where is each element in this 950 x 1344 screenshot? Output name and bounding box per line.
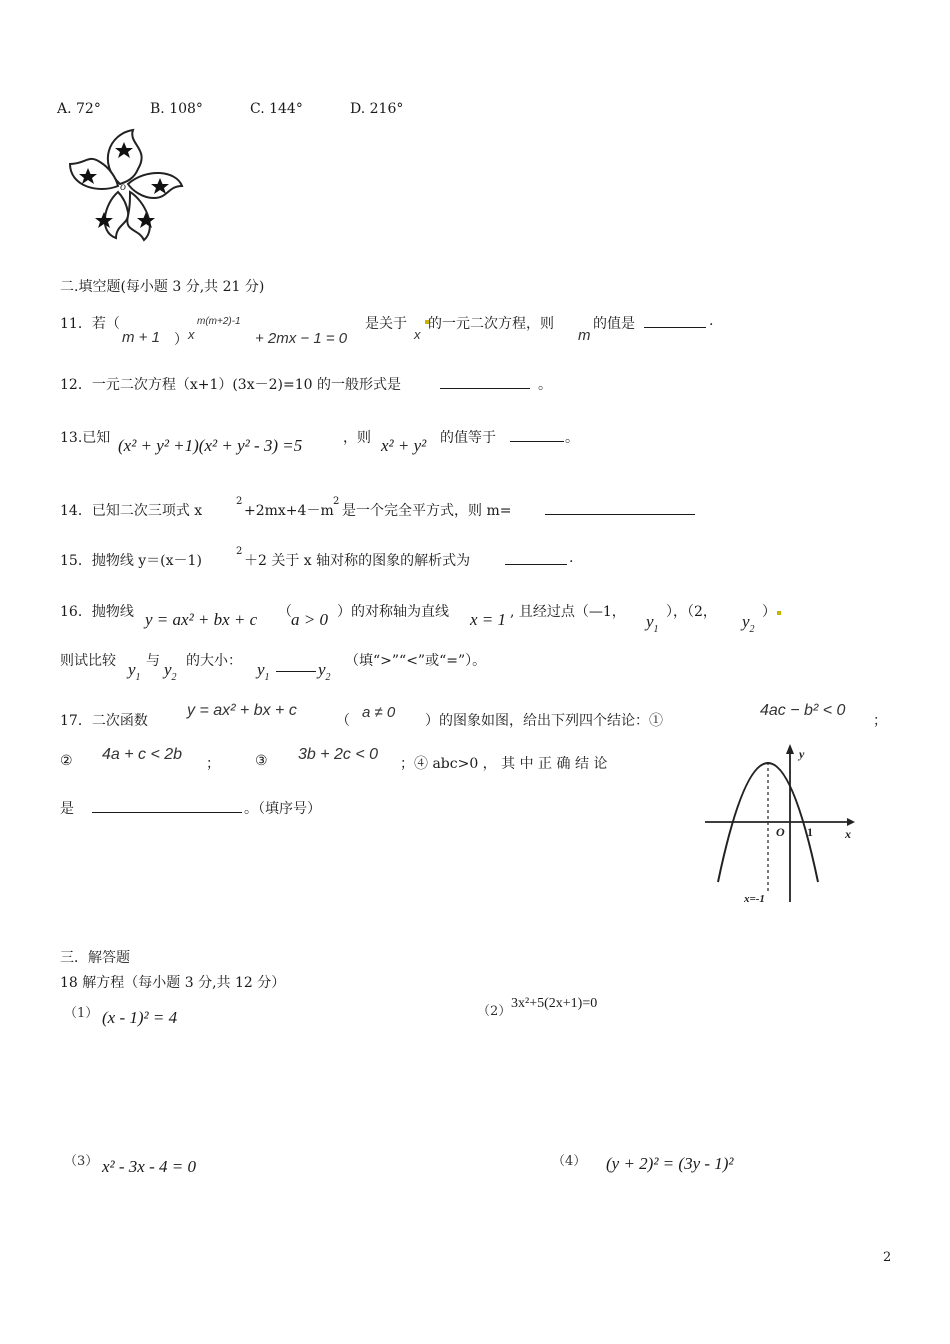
q14-sup-2: 2: [333, 496, 340, 507]
q17-num-4: ；④ abc>0 ， 其 中 正 确 结 论: [400, 756, 608, 772]
q11-about: 是关于: [365, 316, 407, 332]
flower-figure: [58, 124, 198, 248]
q16-close: ）: [762, 604, 776, 620]
q14-text-b: +2mx+4－m: [244, 503, 334, 519]
graph-y-label: y: [799, 747, 805, 761]
q16-line2-prefix: 则试比较: [60, 653, 116, 669]
q17-conclusion-1: 4ac − b² < 0: [760, 702, 846, 719]
q18-part-2: （2）: [477, 1004, 512, 1019]
q17-fill-hint: 。（填序号）: [244, 801, 321, 817]
option-b: B. 108°: [150, 101, 203, 117]
q12-end: 。: [538, 377, 552, 393]
q17-conclusion-2: 4a + c < 2b: [102, 746, 183, 763]
q17-prefix: 17．二次函数: [60, 713, 148, 729]
q12-text: 12．一元二次方程（x+1）(3x－2)=10 的一般形式是: [60, 377, 401, 393]
q13-equation: (x² + y² +1)(x² + y² - 3) =5: [118, 436, 303, 455]
q12-answer-blank[interactable]: [440, 374, 530, 389]
q14-text-c: 是一个完全平方式，则 m=: [342, 503, 512, 519]
q18-part-4: （4）: [552, 1154, 587, 1169]
q13-prefix: 13.已知: [60, 430, 111, 446]
q11-prefix: 11．若（: [60, 316, 120, 332]
q17-answer-blank[interactable]: [92, 798, 242, 813]
q13-end: 的值等于: [440, 430, 496, 446]
q17-num-2: ②: [60, 753, 73, 769]
q11-x: x: [188, 327, 195, 342]
q18-part-1: （1）: [64, 1006, 99, 1021]
q13-period: 。: [565, 430, 579, 446]
q16-compare-y1: $y_1$: [128, 660, 141, 683]
q14-answer-blank[interactable]: [545, 500, 695, 515]
q16-compare-y2: $y_2$: [164, 660, 177, 683]
q16-equation: y = ax² + bx + c: [145, 610, 258, 629]
q18-equation-2: 3x²+5(2x+1)=0: [511, 996, 598, 1011]
q16-answer-blank[interactable]: [276, 657, 316, 672]
accent-dot: [777, 611, 781, 615]
q17-conclusion-3: 3b + 2c < 0: [298, 746, 379, 763]
graph-axis-label: x=-1: [744, 893, 765, 904]
q13-expression: x² + y²: [381, 436, 427, 455]
q14-text-a: 14．已知二次三项式 x: [60, 503, 203, 519]
option-a: A. 72°: [57, 101, 101, 117]
q17-equation: y = ax² + bx + c: [187, 702, 297, 719]
q17-lparen: （: [336, 713, 350, 729]
q18-equation-3: x² - 3x - 4 = 0: [102, 1157, 196, 1176]
q18-part-3: （3）: [64, 1154, 99, 1169]
graph-origin-label: O: [776, 825, 785, 839]
q16-rparen-text: ）的对称轴为直线: [337, 604, 449, 620]
q16-axis: x = 1: [470, 610, 507, 629]
q15-dot: .: [569, 550, 574, 566]
q17-parabola-graph: [700, 742, 860, 904]
q16-lparen: （: [278, 604, 292, 620]
svg-text:o: o: [120, 179, 126, 193]
q15-text-a: 15．抛物线 y＝(x－1): [60, 553, 202, 569]
section-2-title: 二.填空题(每小题 3 分,共 21 分): [60, 279, 265, 295]
q15-sup: 2: [236, 546, 243, 557]
q11-m-plus-1: m + 1: [122, 329, 160, 346]
q13-answer-blank[interactable]: [510, 427, 564, 442]
q15-answer-blank[interactable]: [505, 550, 567, 565]
q17-semicolon: ；: [873, 713, 887, 729]
q16-y1: $y_1$: [646, 612, 659, 635]
q11-dot: .: [709, 313, 714, 329]
q15-text-b: ＋2 关于 x 轴对称的图象的解析式为: [244, 553, 471, 569]
q14-sup-1: 2: [236, 496, 243, 507]
q16-answer-y1: $y_1$: [257, 660, 270, 683]
q18-equation-1: (x - 1)² = 4: [102, 1008, 178, 1027]
q11-exponent: m(m+2)-1: [197, 316, 241, 327]
q11-var-m: m: [578, 327, 591, 344]
section-3-title: 三．解答题: [60, 950, 130, 966]
q16-size: 的大小：: [186, 653, 242, 669]
q13-comma: ，则: [343, 430, 371, 446]
q17-shi: 是: [60, 801, 74, 817]
graph-one-label: 1: [807, 825, 813, 839]
q16-prefix: 16．抛物线: [60, 604, 134, 620]
q17-num-3: ③: [255, 753, 268, 769]
q17-rparen-text: ）的图象如图，给出下列四个结论：①: [425, 713, 663, 729]
q16-condition: a > 0: [291, 610, 328, 629]
q11-paren: ）: [174, 332, 188, 348]
q11-mid2: 的一元二次方程，则: [428, 316, 554, 332]
q11-var-x: x: [414, 327, 421, 342]
q18-title: 18 解方程（每小题 3 分,共 12 分）: [60, 975, 286, 991]
q16-fill-hint: （填“>”“<”或“=”）。: [345, 653, 487, 669]
q16-answer-y2: $y_2$: [318, 660, 331, 683]
q16-and: 与: [146, 653, 160, 669]
option-d: D. 216°: [350, 101, 404, 117]
q16-p2: ），（2，: [666, 604, 717, 620]
q17-semicolon-2: ；: [206, 756, 220, 772]
q17-condition: a ≠ 0: [362, 704, 396, 721]
graph-x-label: x: [845, 827, 851, 841]
page-number: 2: [883, 1250, 892, 1265]
q11-rest: + 2mx − 1 = 0: [255, 330, 348, 347]
q18-equation-4: (y + 2)² = (3y - 1)²: [606, 1154, 734, 1173]
option-c: C. 144°: [250, 101, 303, 117]
q11-answer-blank[interactable]: [644, 313, 706, 328]
q11-end: 的值是: [593, 316, 635, 332]
q16-mid: , 且经过点（—1，: [510, 604, 626, 620]
q16-y2: $y_2$: [742, 612, 755, 635]
